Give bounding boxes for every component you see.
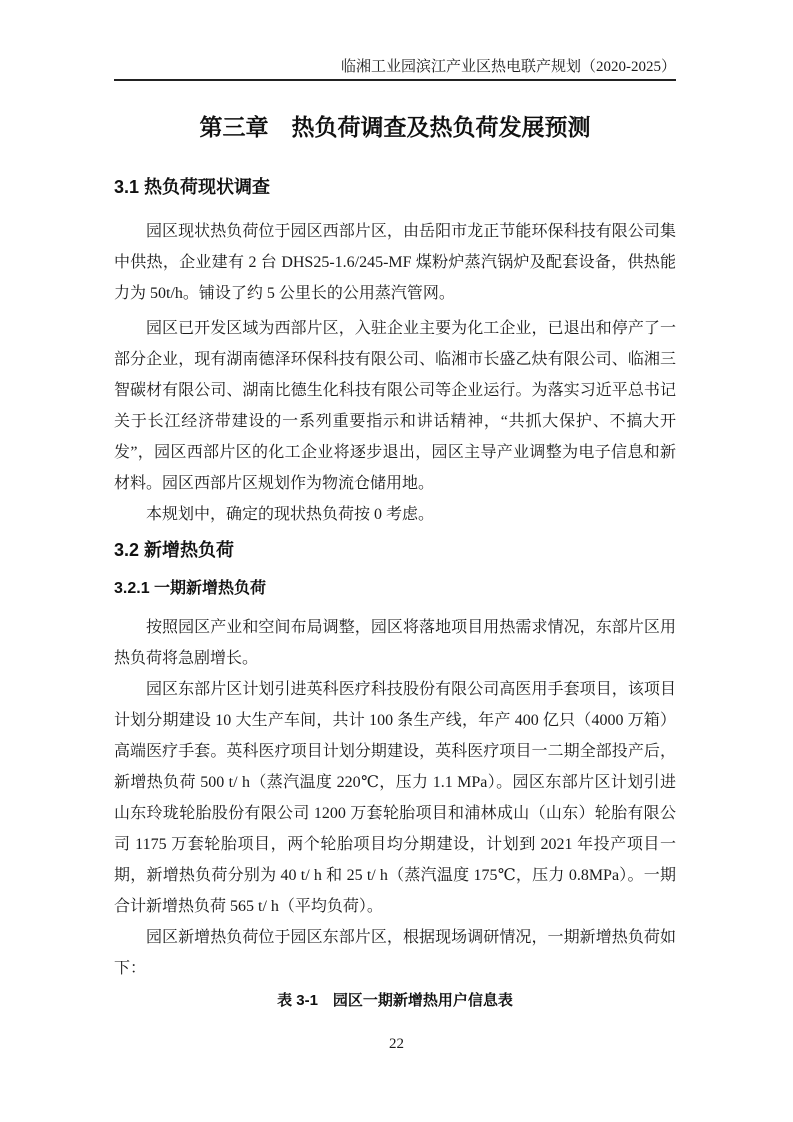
subsection-3-2-1-heading: 3.2.1 一期新增热负荷: [114, 580, 267, 597]
paragraph-new-load-intro: 园区新增热负荷位于园区东部片区，根据现场调研情况，一期新增热负荷如下：: [114, 929, 676, 977]
paragraph-developed-area: 园区已开发区域为西部片区，入驻企业主要为化工企业，已退出和停产了一部分企业，现有湖南德泽环保科技有限公司、临湘市长盛乙炔有限公司、临湘三智碳材有限公司、湖南比德生化科技有限公司等企业运行。为落实习近平总书记关于长江经济带建设的一系列重要指示和讲话精神，“共抓大保护、不搞大开发”，园区西部片区的化工企业将逐步退出，园区主导产业调整为电子信息和新材料。园区西部片区规划作为物流仓储用地。: [114, 320, 676, 492]
paragraph-layout-adjustment: 按照园区产业和空间布局调整，园区将落地项目用热需求情况，东部片区用热负荷将急剧增长。: [114, 619, 676, 667]
running-title: 临湘工业园滨江产业区热电联产规划（2020-2025）: [341, 59, 676, 75]
paragraph-new-projects-detail: 园区东部片区计划引进英科医疗科技股份有限公司高医用手套项目，该项目计划分期建设 10 大生产车间，共计 100 条生产线，年产 400 亿只（4000 万箱）高端医疗手套。英科医疗项目计划分期建设，英科医疗项目一二期全部投产后，新增热负荷 500 t/ h（蒸汽温度 220℃，压力 1.1 MPa）。园区东部片区计划引进山东玲珑轮胎股份有限公司 1200 万套轮胎项目和浦林成山（山东）轮胎有限公司 1175 万套轮胎项目，两个轮胎项目均分期建设，计划到 2021 年投产项目一期，新增热负荷分别为 40 t/ h 和 25 t/ h（蒸汽温度 175℃，压力 0.8MPa）。一期合计新增热负荷 565 t/ h（平均负荷）。: [114, 681, 676, 915]
section-3-1-heading: 3.1 热负荷现状调查: [114, 177, 271, 197]
page-header: [114, 57, 676, 81]
section-3-2-heading: 3.2 新增热负荷: [114, 540, 235, 560]
paragraph-planning-assumption: 本规划中，确定的现状热负荷按 0 考虑。: [146, 506, 435, 523]
table-caption: 表 3-1 园区一期新增热用户信息表: [277, 992, 513, 1009]
page-number: 22: [389, 1036, 404, 1052]
chapter-title: 第三章 热负荷调查及热负荷发展预测: [199, 114, 591, 140]
paragraph-current-heat-load: 园区现状热负荷位于园区西部片区，由岳阳市龙正节能环保科技有限公司集中供热，企业建有 2 台 DHS25-1.6/245-MF 煤粉炉蒸汽锅炉及配套设备，供热能力为 50t/h。铺设了约 5 公里长的公用蒸汽管网。: [114, 223, 676, 302]
